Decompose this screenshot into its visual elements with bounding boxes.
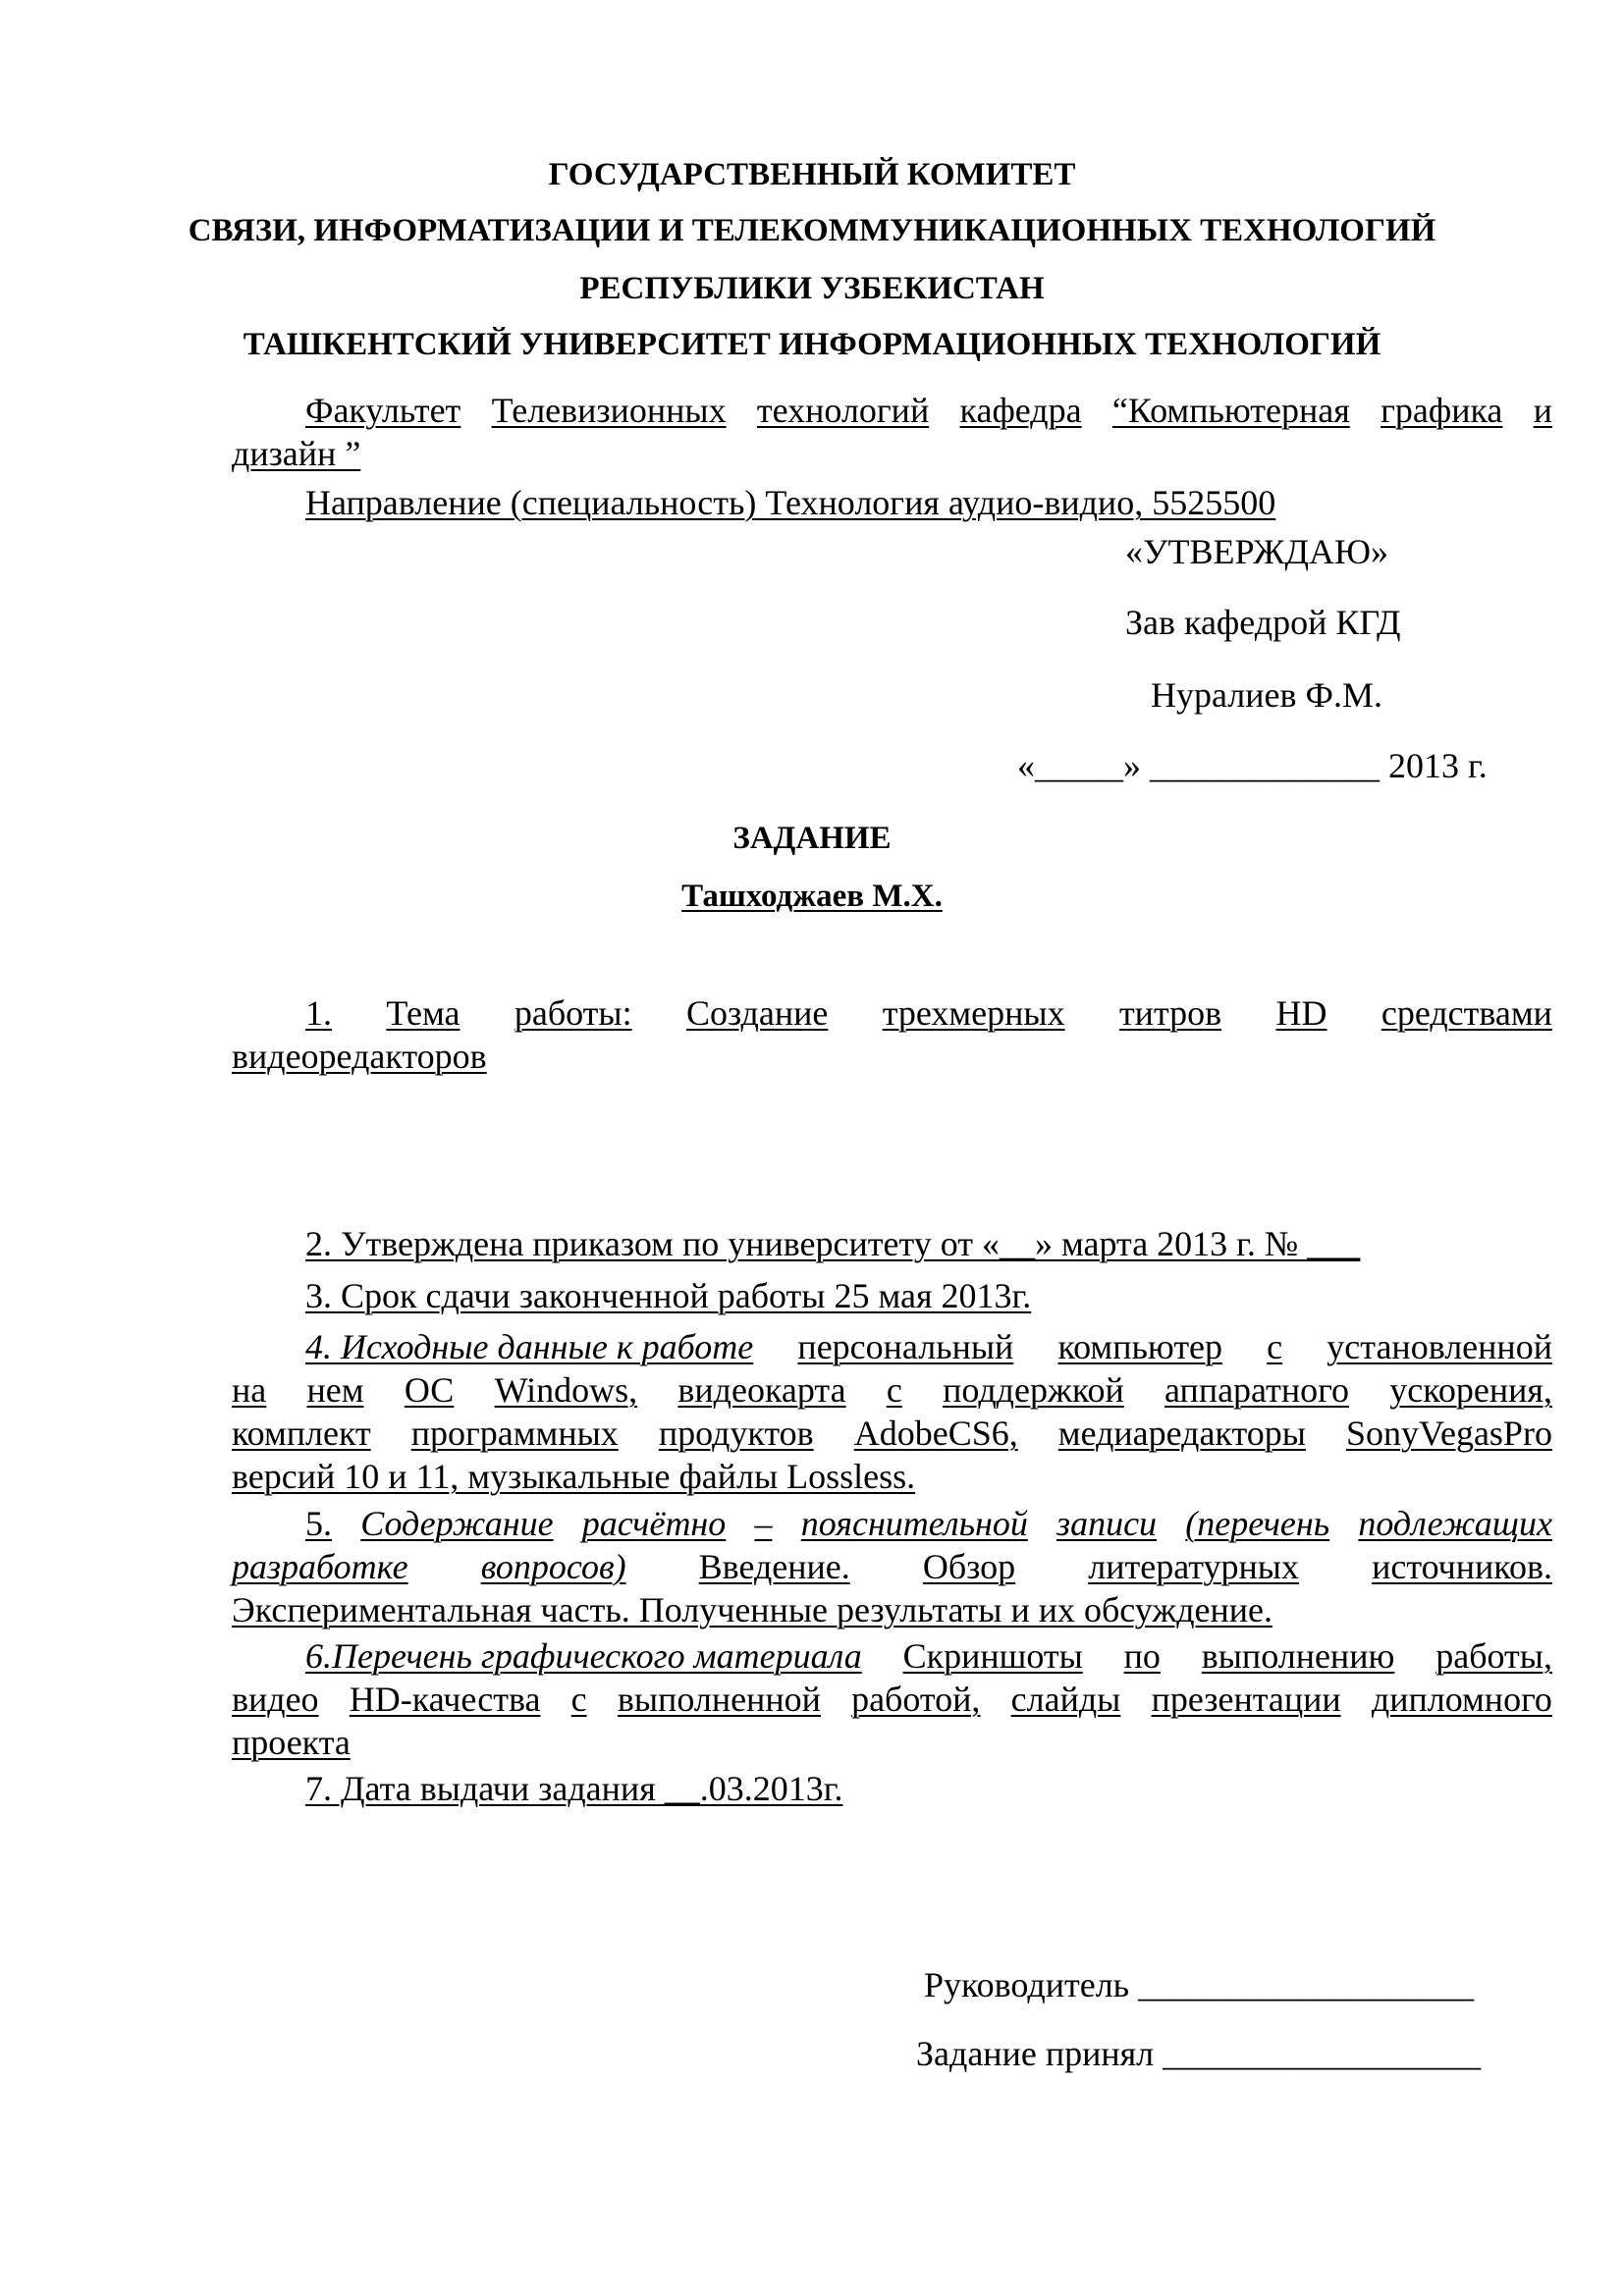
- item-word: расчётно: [581, 1504, 727, 1543]
- item-word: (перечень: [1185, 1504, 1330, 1543]
- item-word: Тема: [386, 993, 460, 1033]
- approval-position: Зав кафедрой КГД: [1125, 603, 1401, 642]
- item-word: записи: [1056, 1504, 1158, 1543]
- faculty-word: Телевизионных: [491, 391, 727, 430]
- item-word: Обзор: [922, 1547, 1016, 1586]
- item-word: с: [570, 1680, 587, 1719]
- item-3: 3. Срок сдачи законченной работы 25 мая 2013г.: [305, 1276, 1032, 1315]
- faculty-word: графика: [1380, 391, 1503, 430]
- item-5-line-1: [232, 1502, 1552, 1545]
- item-word: с: [1267, 1327, 1283, 1366]
- item-7: [305, 1767, 842, 1810]
- item-word: средствами: [1380, 993, 1552, 1033]
- item-word: видео: [232, 1680, 319, 1719]
- item-word: установленной: [1326, 1327, 1552, 1366]
- item-1-line-2: видеоредакторов: [232, 1037, 487, 1076]
- item-word: Скриншоты: [902, 1636, 1083, 1676]
- direction-line: Направление (специальность) Технология аудио-видио, 5525500: [305, 483, 1276, 522]
- item-word: дипломного: [1371, 1680, 1552, 1719]
- header-line-4: ТАШКЕНТСКИЙ УНИВЕРСИТЕТ ИНФОРМАЦИОННЫХ ТЕХНОЛОГИЙ: [243, 327, 1381, 362]
- item-word: работой,: [851, 1680, 981, 1719]
- signature-supervisor: Руководитель ___________________: [924, 1965, 1475, 2004]
- item-word: продуктов: [658, 1414, 814, 1453]
- task-student: Ташходжаев М.Х.: [681, 879, 943, 914]
- item-word: на: [232, 1370, 267, 1410]
- item-2: [305, 1222, 1360, 1265]
- faculty-word: технологий: [756, 391, 930, 430]
- item-word: источников.: [1372, 1547, 1552, 1586]
- faculty-word: кафедра: [959, 391, 1082, 430]
- item-word: Windows,: [494, 1370, 638, 1410]
- header-line-1: ГОСУДАРСТВЕННЫЙ КОМИТЕТ: [548, 157, 1076, 192]
- item-word: литературных: [1088, 1547, 1299, 1586]
- item-word: аппаратного: [1164, 1370, 1349, 1410]
- item-1-line-1: [232, 991, 1552, 1035]
- item-word: титров: [1118, 993, 1222, 1033]
- item-6-line-3: проекта: [232, 1723, 351, 1762]
- item-5: [232, 1502, 1552, 1631]
- item-word: вопросов): [480, 1547, 626, 1586]
- item-word: ускорения,: [1389, 1370, 1552, 1410]
- item-6: [232, 1634, 1552, 1764]
- task-title: ЗАДАНИЕ: [732, 821, 892, 856]
- item-7-text: 7. Дата выдачи задания: [305, 1769, 665, 1808]
- item-word: ОС: [404, 1370, 455, 1410]
- faculty-word: Факультет: [305, 391, 461, 430]
- item-word: трехмерных: [882, 993, 1065, 1033]
- item-word: разработке: [232, 1547, 408, 1586]
- item-word: комплект: [232, 1414, 371, 1453]
- header-line-3: РЕСПУБЛИКИ УЗБЕКИСТАН: [579, 271, 1045, 306]
- item-word: HD-качества: [349, 1680, 541, 1719]
- item-word: работы,: [1435, 1636, 1552, 1676]
- approval-title: «УТВЕРЖДАЮ»: [1125, 532, 1389, 571]
- header-line-2: СВЯЗИ, ИНФОРМАТИЗАЦИИ И ТЕЛЕКОММУНИКАЦИОННЫХ ТЕХНОЛОГИЙ: [188, 213, 1436, 248]
- item-word: презентации: [1151, 1680, 1341, 1719]
- item-word: HD: [1275, 993, 1327, 1033]
- faculty-line-1: [232, 389, 1552, 432]
- item-word: программных: [410, 1414, 619, 1453]
- item-7-day-blank: __: [664, 1769, 700, 1808]
- item-word: медиаредакторы: [1057, 1414, 1306, 1453]
- item-1: [232, 991, 1552, 1078]
- item-word: персональный: [797, 1327, 1014, 1366]
- item-word: слайды: [1010, 1680, 1121, 1719]
- approval-name: Нуралиев Ф.М.: [1151, 675, 1382, 715]
- item-5-line-3: Экспериментальная часть. Полученные результаты и их обсуждение.: [232, 1590, 1273, 1629]
- item-7-date: .03.2013г.: [699, 1769, 843, 1808]
- item-word: AdobeCS6,: [853, 1414, 1018, 1453]
- item-word: поддержкой: [943, 1370, 1124, 1410]
- faculty-word: и: [1533, 391, 1552, 430]
- item-4-line-1: [232, 1325, 1552, 1368]
- item-word: Содержание: [360, 1504, 554, 1543]
- item-word: видеокарта: [677, 1370, 846, 1410]
- item-4-line-4: версий 10 и 11, музыкальные файлы Lossless.: [232, 1457, 916, 1496]
- item-word: 5.: [305, 1504, 332, 1543]
- approval-date: «_____» _____________ 2013 г.: [1017, 746, 1488, 785]
- item-2-number-blank: ___: [1307, 1224, 1361, 1263]
- signature-accepted: Задание принял __________________: [916, 2034, 1482, 2073]
- item-word: компьютер: [1057, 1327, 1223, 1366]
- item-6-line-1: [232, 1634, 1552, 1678]
- item-6-label: 6.Перечень графического материала: [305, 1636, 862, 1676]
- item-word: по: [1123, 1636, 1161, 1676]
- item-word: подлежащих: [1358, 1504, 1552, 1543]
- item-4-label: 4. Исходные данные к работе: [305, 1327, 754, 1366]
- item-word: с: [886, 1370, 902, 1410]
- item-word: работы:: [514, 993, 632, 1033]
- item-word: 1.: [305, 993, 332, 1033]
- item-6-line-2: [232, 1678, 1552, 1721]
- item-4-line-3: [232, 1412, 1552, 1455]
- item-word: Создание: [685, 993, 829, 1033]
- item-word: SonyVegasPro: [1345, 1414, 1552, 1453]
- faculty-word: “Компьютерная: [1111, 391, 1350, 430]
- item-word: выполнению: [1201, 1636, 1395, 1676]
- task-student-wrap: [0, 877, 1624, 916]
- item-5-line-2: [232, 1545, 1552, 1588]
- item-4-line-2: [232, 1368, 1552, 1412]
- faculty-line-2: дизайн ”: [232, 434, 361, 473]
- item-4: [232, 1325, 1552, 1498]
- item-2-text: 2. Утверждена приказом по университету от «__» марта 2013 г. №: [305, 1224, 1308, 1263]
- item-word: нем: [306, 1370, 364, 1410]
- item-word: выполненной: [617, 1680, 821, 1719]
- item-word: пояснительной: [800, 1504, 1028, 1543]
- item-word: –: [754, 1504, 773, 1543]
- item-word: Введение.: [698, 1547, 850, 1586]
- faculty-block: [232, 389, 1552, 475]
